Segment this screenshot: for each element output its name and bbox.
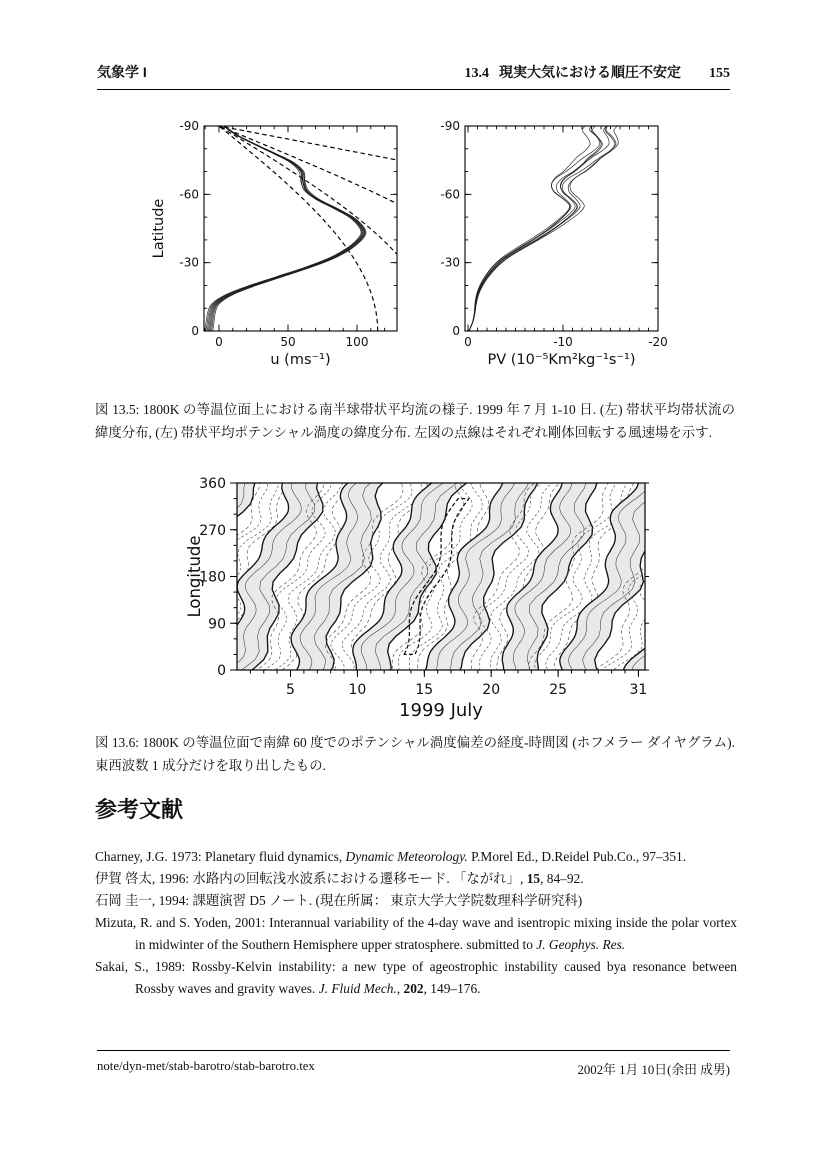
reference-item: 石岡 圭一, 1994: 課題演習 D5 ノート. (現在所属： 東京大学大学院数理科学研究科) — [95, 893, 583, 908]
svg-text:180: 180 — [199, 569, 226, 586]
header-page-number: 155 — [709, 66, 730, 81]
svg-text:0: 0 — [191, 324, 199, 338]
references-heading: 参考文献 — [95, 797, 184, 822]
svg-text:1999 July: 1999 July — [399, 700, 483, 720]
svg-text:100: 100 — [345, 335, 369, 349]
svg-text:90: 90 — [208, 616, 226, 633]
svg-text:u (ms⁻¹): u (ms⁻¹) — [270, 352, 331, 368]
header-course-title: 気象学 I — [97, 64, 147, 80]
footer-file-path: note/dyn-met/stab-barotro/stab-barotro.tex — [97, 1059, 315, 1073]
svg-text:360: 360 — [199, 476, 226, 493]
svg-text:-60: -60 — [179, 187, 199, 202]
figure-13-5-caption: 図 13.5: 1800K の等温位面上における南半球帯状平均流の様子. 1999 年 7 月 1-10 日. (左) 帯状平均帯状流の緯度分布, (左) 帯状平均ポテンシャル渦度の緯度分布. 左図の点線はそれぞれ剛体回転する風速場を示す. — [95, 402, 735, 440]
figure-13-5-zonal-wind-and-pv-plot — [140, 106, 730, 374]
svg-text:-90: -90 — [440, 118, 460, 133]
svg-text:31: 31 — [629, 682, 648, 698]
svg-text:-90: -90 — [179, 118, 199, 133]
svg-text:-10: -10 — [553, 335, 573, 349]
svg-text:25: 25 — [549, 682, 568, 698]
svg-text:0: 0 — [217, 663, 226, 679]
header-section — [465, 62, 731, 82]
svg-text:0: 0 — [452, 324, 460, 338]
header-section-title: 現実大気における順圧不安定 — [499, 64, 681, 80]
svg-text:-30: -30 — [440, 255, 460, 270]
reference-item: Charney, J.G. 1973: Planetary fluid dynamics, Dynamic Meteorology. P.Morel Ed., D.Reidel Pub.Co., 97–351. — [95, 849, 687, 864]
svg-text:15: 15 — [415, 682, 434, 698]
page-footer — [97, 1050, 730, 1078]
page-header — [97, 62, 730, 90]
svg-text:20: 20 — [482, 682, 501, 698]
svg-text:270: 270 — [199, 522, 226, 539]
svg-text:PV (10⁻⁵Km²kg⁻¹s⁻¹): PV (10⁻⁵Km²kg⁻¹s⁻¹) — [487, 352, 636, 368]
references-list — [95, 846, 737, 1000]
svg-text:10: 10 — [348, 682, 367, 698]
reference-item: Sakai, S., 1989: Rossby-Kelvin instability: a new type of ageostrophic instability caused bya resonance between Rossby waves and gravity waves. J. Fluid Mech., 202, 149–176. — [95, 959, 737, 996]
svg-text:Longitude: Longitude — [185, 535, 204, 618]
svg-text:0: 0 — [464, 335, 472, 349]
svg-text:-60: -60 — [440, 187, 460, 202]
svg-text:0: 0 — [215, 335, 223, 349]
reference-item: Mizuta, R. and S. Yoden, 2001: Interannual variability of the 4-day wave and isentropic mixing inside the polar vortex in midwinter of the Southern Hemisphere upper stratosphere. submitted to J. Geophys. Res. — [95, 915, 737, 952]
svg-text:Latitude: Latitude — [151, 198, 167, 259]
svg-text:-30: -30 — [179, 255, 199, 270]
reference-item: 伊賀 啓太, 1996: 水路内の回転浅水波系における遷移モード. 「ながれ」, 15, 84–92. — [95, 871, 584, 886]
figure-13-6-caption: 図 13.6: 1800K の等温位面で南緯 60 度でのポテンシャル渦度偏差の経度-時間図 (ホフメラー ダイヤグラム). 東西波数 1 成分だけを取り出したもの. — [95, 735, 735, 773]
svg-text:50: 50 — [280, 335, 296, 349]
svg-text:-20: -20 — [648, 335, 668, 349]
figure-13-6-hovmoller-diagram — [180, 468, 672, 720]
svg-text:5: 5 — [286, 682, 295, 698]
footer-date-author: 2002年 1月 10日(余田 成男) — [577, 1063, 730, 1077]
header-section-number: 13.4 — [464, 66, 489, 81]
